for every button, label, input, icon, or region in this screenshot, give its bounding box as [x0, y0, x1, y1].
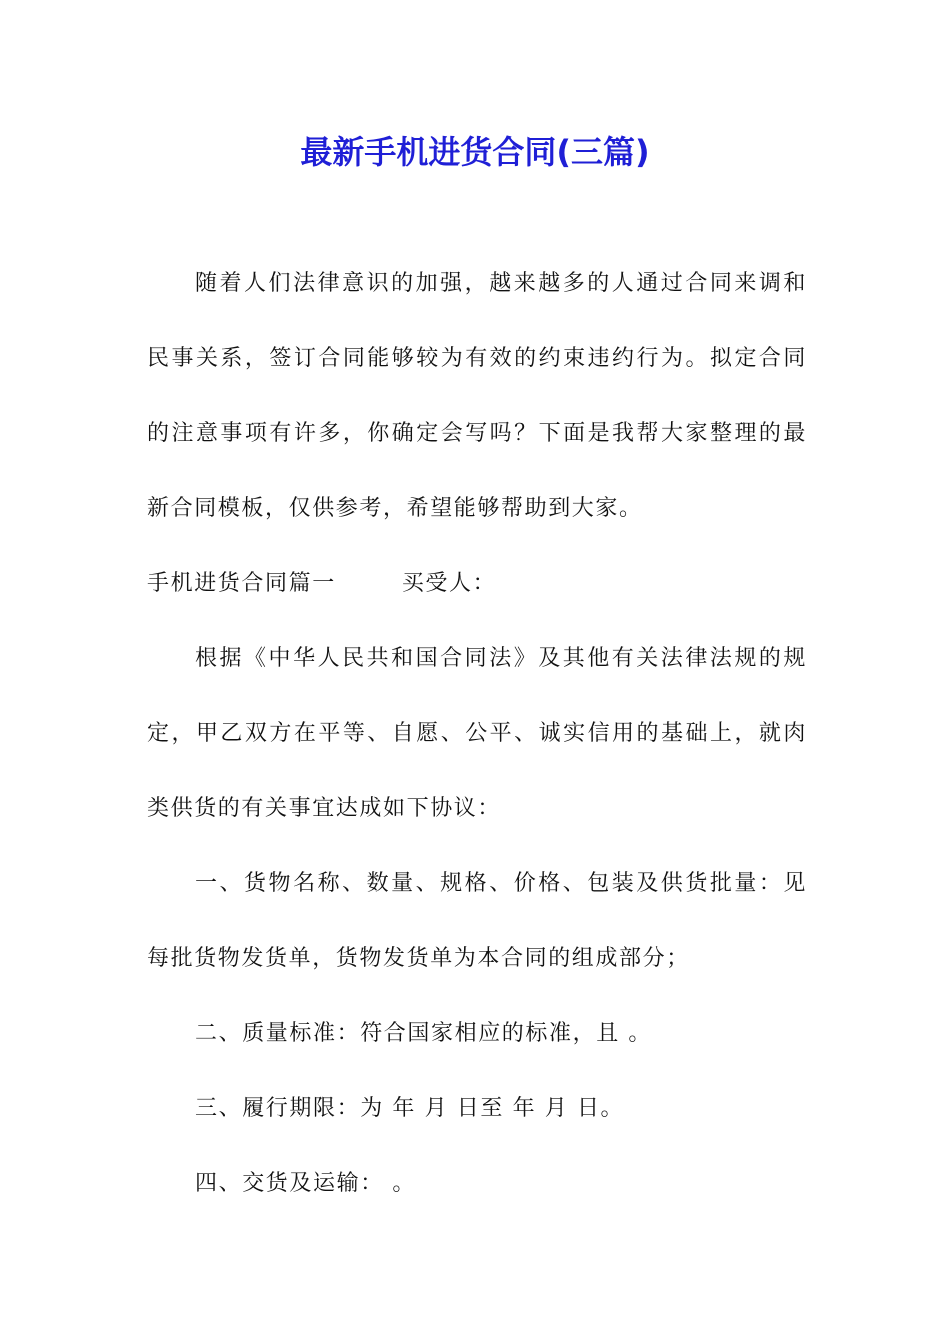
- clause-1: 一、货物名称、数量、规格、价格、包装及供货批量：见每批货物发货单，货物发货单为本合同的组成部分；: [147, 871, 807, 971]
- clause-3: 三、履行期限：为 年 月 日至 年 月 日。: [195, 1096, 625, 1121]
- buyer-label: 买受人：: [401, 571, 497, 596]
- section-heading-line: [147, 546, 807, 621]
- section-heading: 手机进货合同篇一: [147, 571, 336, 596]
- document-title: 最新手机进货合同(三篇): [300, 133, 650, 171]
- clause-2: 二、质量标准：符合国家相应的标准，且 。: [195, 1021, 652, 1046]
- clause-4: 四、交货及运输： 。: [195, 1171, 416, 1196]
- basis-paragraph: 根据《中华人民共和国合同法》及其他有关法律法规的规定，甲乙双方在平等、自愿、公平、诚实信用的基础上，就肉类供货的有关事宜达成如下协议：: [147, 646, 807, 821]
- intro-paragraph: 随着人们法律意识的加强，越来越多的人通过合同来调和民事关系，签订合同能够较为有效的约束违约行为。拟定合同的注意事项有许多，你确定会写吗？下面是我帮大家整理的最新合同模板，仅供参考，希望能够帮助到大家。: [147, 271, 807, 521]
